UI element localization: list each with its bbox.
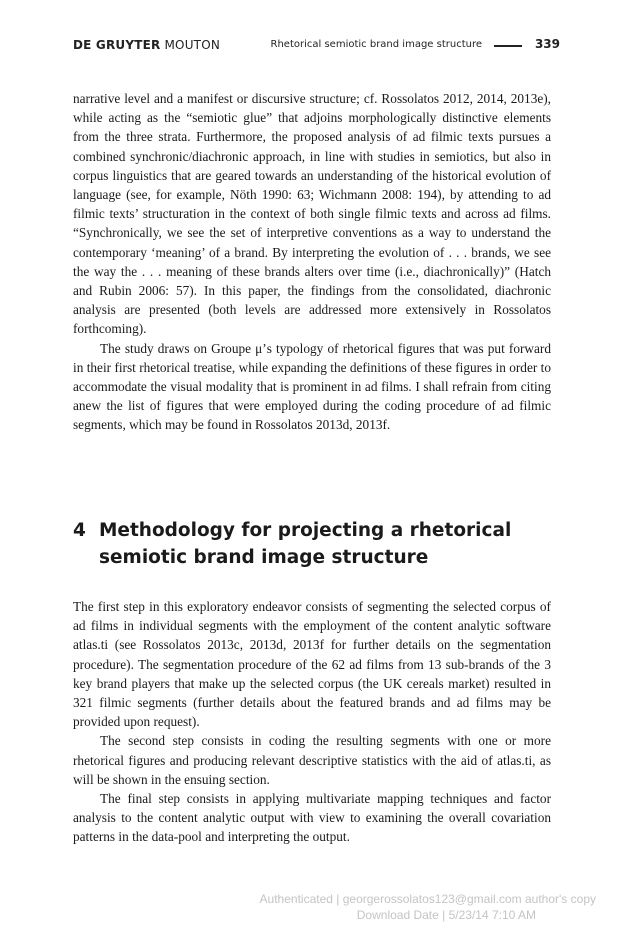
paragraph: The final step consists in applying multivariate mapping techniques and factor analysis to the content analytic output with view to examining the overall covariation patterns in the data-pool and interpreting the output. bbox=[73, 791, 551, 845]
section-number: 4 bbox=[73, 520, 86, 541]
header-rule bbox=[494, 45, 522, 47]
paragraph: The second step consists in coding the resulting segments with one or more rhetorical figures and producing relevant descriptive statistics with the aid of atlas.ti, as will be shown in the ensuing section. bbox=[73, 733, 551, 787]
publisher-name bbox=[73, 38, 220, 52]
text-block-methodology bbox=[73, 597, 551, 847]
publisher-name-regular: MOUTON bbox=[164, 38, 221, 52]
page-number: 339 bbox=[534, 37, 560, 51]
section-heading bbox=[73, 517, 553, 571]
publisher-name-bold: DE GRUYTER bbox=[73, 38, 161, 52]
paragraph: The first step in this exploratory endeavor consists of segmenting the selected corpus of ad films in individual segments with the employment of the content analytic software atlas.ti (see Rossolatos 2013c, 2013d, 2013f for further details on the segmentation procedure). The segmentation procedure of the 62 ad films from 13 sub-brands of the 3 key brand players that make up the selected corpus (the UK cereals market) resulted in 321 filmic segments (further details about the featured brands and ad films may be provided upon request). bbox=[73, 599, 551, 730]
section-title: Methodology for projecting a rhetorical semiotic brand image structure bbox=[99, 520, 512, 568]
running-title: Rhetorical semiotic brand image structure bbox=[270, 39, 482, 50]
watermark-line-2: Download Date | 5/23/14 7:10 AM bbox=[356, 908, 536, 922]
running-header bbox=[73, 38, 560, 54]
watermark-line-1: Authenticated | georgerossolatos123@gmail.com author's copy bbox=[259, 892, 596, 906]
paragraph: narrative level and a manifest or discursive structure; cf. Rossolatos 2012, 2014, 2013e), while acting as the “semiotic glue” that adjoins morphologically distinctive elements from the three strata. Furthermore, the proposed analysis of ad filmic texts pursues a combined synchronic/diachronic approach, in line with studies in semiotics, but also in corpus linguistics that are geared towards an understanding of the historical evolution of language (see, for example, Nöth 1990: 63; Wichmann 2008: 194), by attending to ad filmic texts’ structuration in the context of both single filmic texts and across ad films. “Synchronically, we see the set of interpretive conventions as a way to understand the contemporary ‘meaning’ of a brand. By interpreting the evolution of . . . brands, we see the way the . . . meaning of these brands alters over time (i.e., diachronically)” (Hatch and Rubin 2006: 57). In this paper, the findings from the consolidated, diachronic analysis are presented (both levels are addressed more extensively in Rossolatos forthcoming). bbox=[73, 91, 551, 337]
paragraph: The study draws on Groupe μ’s typology of rhetorical figures that was put forward in their first rhetorical treatise, while expanding the definitions of these figures in order to accommodate the visual modality that is prominent in ad films. I shall refrain from citing anew the list of figures that were employed during the coding procedure of ad filmic segments, which may be found in Rossolatos 2013d, 2013f. bbox=[73, 340, 551, 433]
download-watermark bbox=[260, 891, 596, 923]
text-block-intro bbox=[73, 89, 551, 435]
